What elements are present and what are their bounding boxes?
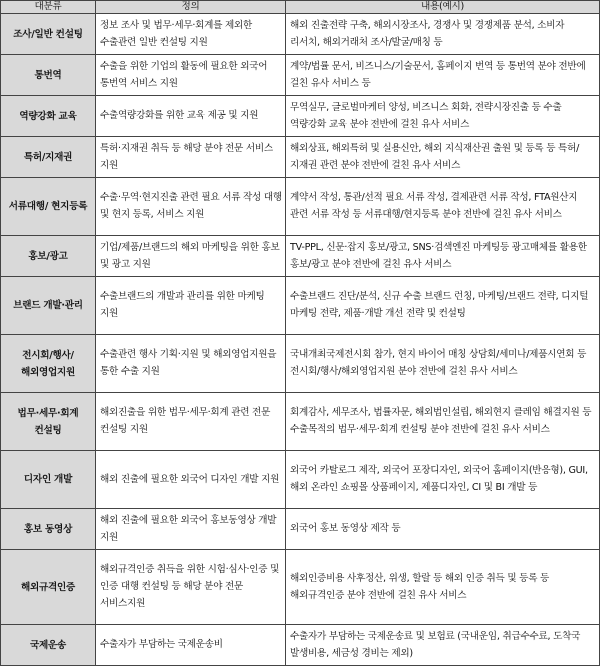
definition-cell: 해외규격인증 취득을 위한 시험·심사·인증 및 인증 대행 컨설팅 등 해당 분야 전문 서비스지원 xyxy=(96,550,286,625)
definition-cell: 수출관련 행사 기획·지원 및 해외영업지원을 통한 수출 지원 xyxy=(96,335,286,393)
table-row xyxy=(1,137,600,178)
category-cell: 서류대행/ 현지등록 xyxy=(1,178,96,236)
category-cell: 법무·세무·회계 컨설팅 xyxy=(1,393,96,451)
examples-cell: 계약/법률 문서, 비즈니스/기술문서, 홈페이지 번역 등 통번역 분야 전반에 걸친 유사 서비스 등 xyxy=(286,55,600,96)
definition-cell: 정보 조사 및 법무·세무·회계를 제외한 수출관련 일반 컨설팅 지원 xyxy=(96,14,286,55)
table-row xyxy=(1,550,600,625)
table-row xyxy=(1,236,600,277)
definition-cell: 수출역량강화를 위한 교육 제공 및 지원 xyxy=(96,96,286,137)
definition-cell: 수출브랜드의 개발과 관리를 위한 마케팅 지원 xyxy=(96,277,286,335)
category-cell: 통번역 xyxy=(1,55,96,96)
definition-cell: 수출·무역·현지진출 관련 필요 서류 작성 대행 및 현지 등록, 서비스 지원 xyxy=(96,178,286,236)
table-row xyxy=(1,14,600,55)
category-cell: 전시회/행사/ 해외영업지원 xyxy=(1,335,96,393)
examples-cell: TV-PPL, 신문·잡지 홍보/광고, SNS·검색엔진 마케팅등 광고매체를 활용한 홍보/광고 분야 전반에 걸친 유사 서비스 xyxy=(286,236,600,277)
examples-cell: 국내개최국제전시회 참가, 현지 바이어 매칭 상담회/세미나/제품시연회 등 전시회/행사/해외영업지원 분야 전반에 걸친 유사 서비스 xyxy=(286,335,600,393)
category-cell: 홍보/광고 xyxy=(1,236,96,277)
category-cell: 해외규격인증 xyxy=(1,550,96,625)
category-cell: 역량강화 교육 xyxy=(1,96,96,137)
category-cell: 디자인 개발 xyxy=(1,451,96,509)
examples-cell: 수출브랜드 진단/분석, 신규 수출 브랜드 런칭, 마케팅/브랜드 전략, 디지털 마케팅 전략, 제품·개발 개선 전략 및 컨설팅 xyxy=(286,277,600,335)
table-row xyxy=(1,96,600,137)
definition-cell: 수출자가 부담하는 국제운송비 xyxy=(96,625,286,666)
category-cell: 브랜드 개발·관리 xyxy=(1,277,96,335)
category-cell: 특허/지재권 xyxy=(1,137,96,178)
examples-cell: 해외인증비용 사후정산, 위생, 할랄 등 해외 인증 취득 및 등록 등 해외규격인증 분야 전반에 걸친 유사 서비스 xyxy=(286,550,600,625)
definition-cell: 특허·지재권 취득 등 해당 분야 전문 서비스 지원 xyxy=(96,137,286,178)
definition-cell: 해외 진출에 필요한 외국어 디자인 개발 지원 xyxy=(96,451,286,509)
definition-cell: 해외 진출에 필요한 외국어 홍보동영상 개발 지원 xyxy=(96,509,286,550)
table-row xyxy=(1,335,600,393)
examples-cell: 회계감사, 세무조사, 법률자문, 해외법인설립, 해외현지 클레임 해결지원 등 수출목적의 법무·세무·회계 컨설팅 분야 전반에 걸친 유사 서비스 xyxy=(286,393,600,451)
table-row xyxy=(1,393,600,451)
table-row xyxy=(1,178,600,236)
examples-cell: 외국어 홍보 동영상 제작 등 xyxy=(286,509,600,550)
examples-cell: 해외 진출전략 구축, 해외시장조사, 경쟁사 및 경쟁제품 분석, 소비자 리서치, 해외거래처 조사/발굴/매칭 등 xyxy=(286,14,600,55)
header-examples: 내용(예시) xyxy=(286,1,600,14)
table-row xyxy=(1,55,600,96)
examples-cell: 수출자가 부담하는 국제운송료 및 보험료 (국내운임, 취급수수료, 도착국 발생비용, 세금성 경비는 제외) xyxy=(286,625,600,666)
header-category: 대분류 xyxy=(1,1,96,14)
header-row xyxy=(1,1,600,14)
header-definition: 정의 xyxy=(96,1,286,14)
table-row xyxy=(1,509,600,550)
definition-cell: 수출을 위한 기업의 활동에 필요한 외국어 통번역 서비스 지원 xyxy=(96,55,286,96)
category-cell: 홍보 동영상 xyxy=(1,509,96,550)
table-row xyxy=(1,277,600,335)
definition-cell: 기업/제품/브랜드의 해외 마케팅을 위한 홍보 및 광고 지원 xyxy=(96,236,286,277)
category-cell: 국제운송 xyxy=(1,625,96,666)
category-cell: 조사/일반 컨설팅 xyxy=(1,14,96,55)
definition-cell: 해외진출을 위한 법무·세무·회계 관련 전문 컨설팅 지원 xyxy=(96,393,286,451)
table-row xyxy=(1,451,600,509)
examples-cell: 계약서 작성, 통관/선적 필요 서류 작성, 결제관련 서류 작성, FTA원산지 관련 서류 작성 등 서류대행/현지등록 분야 전반에 걸친 유사 서비스 xyxy=(286,178,600,236)
examples-cell: 외국어 카탈로그 제작, 외국어 포장디자인, 외국어 홈페이지(반응형), GUI, 해외 온라인 쇼핑몰 상품페이지, 제품디자인, CI 및 BI 개발 등 xyxy=(286,451,600,509)
examples-cell: 해외상표, 해외특허 및 실용신안, 해외 지식재산권 출원 및 등록 등 특허/지재권 관련 분야 전반에 걸친 유사 서비스 xyxy=(286,137,600,178)
examples-cell: 무역실무, 글로벌마케터 양성, 비즈니스 회화, 전략시장진출 등 수출 역량강화 교육 분야 전반에 걸친 유사 서비스 xyxy=(286,96,600,137)
